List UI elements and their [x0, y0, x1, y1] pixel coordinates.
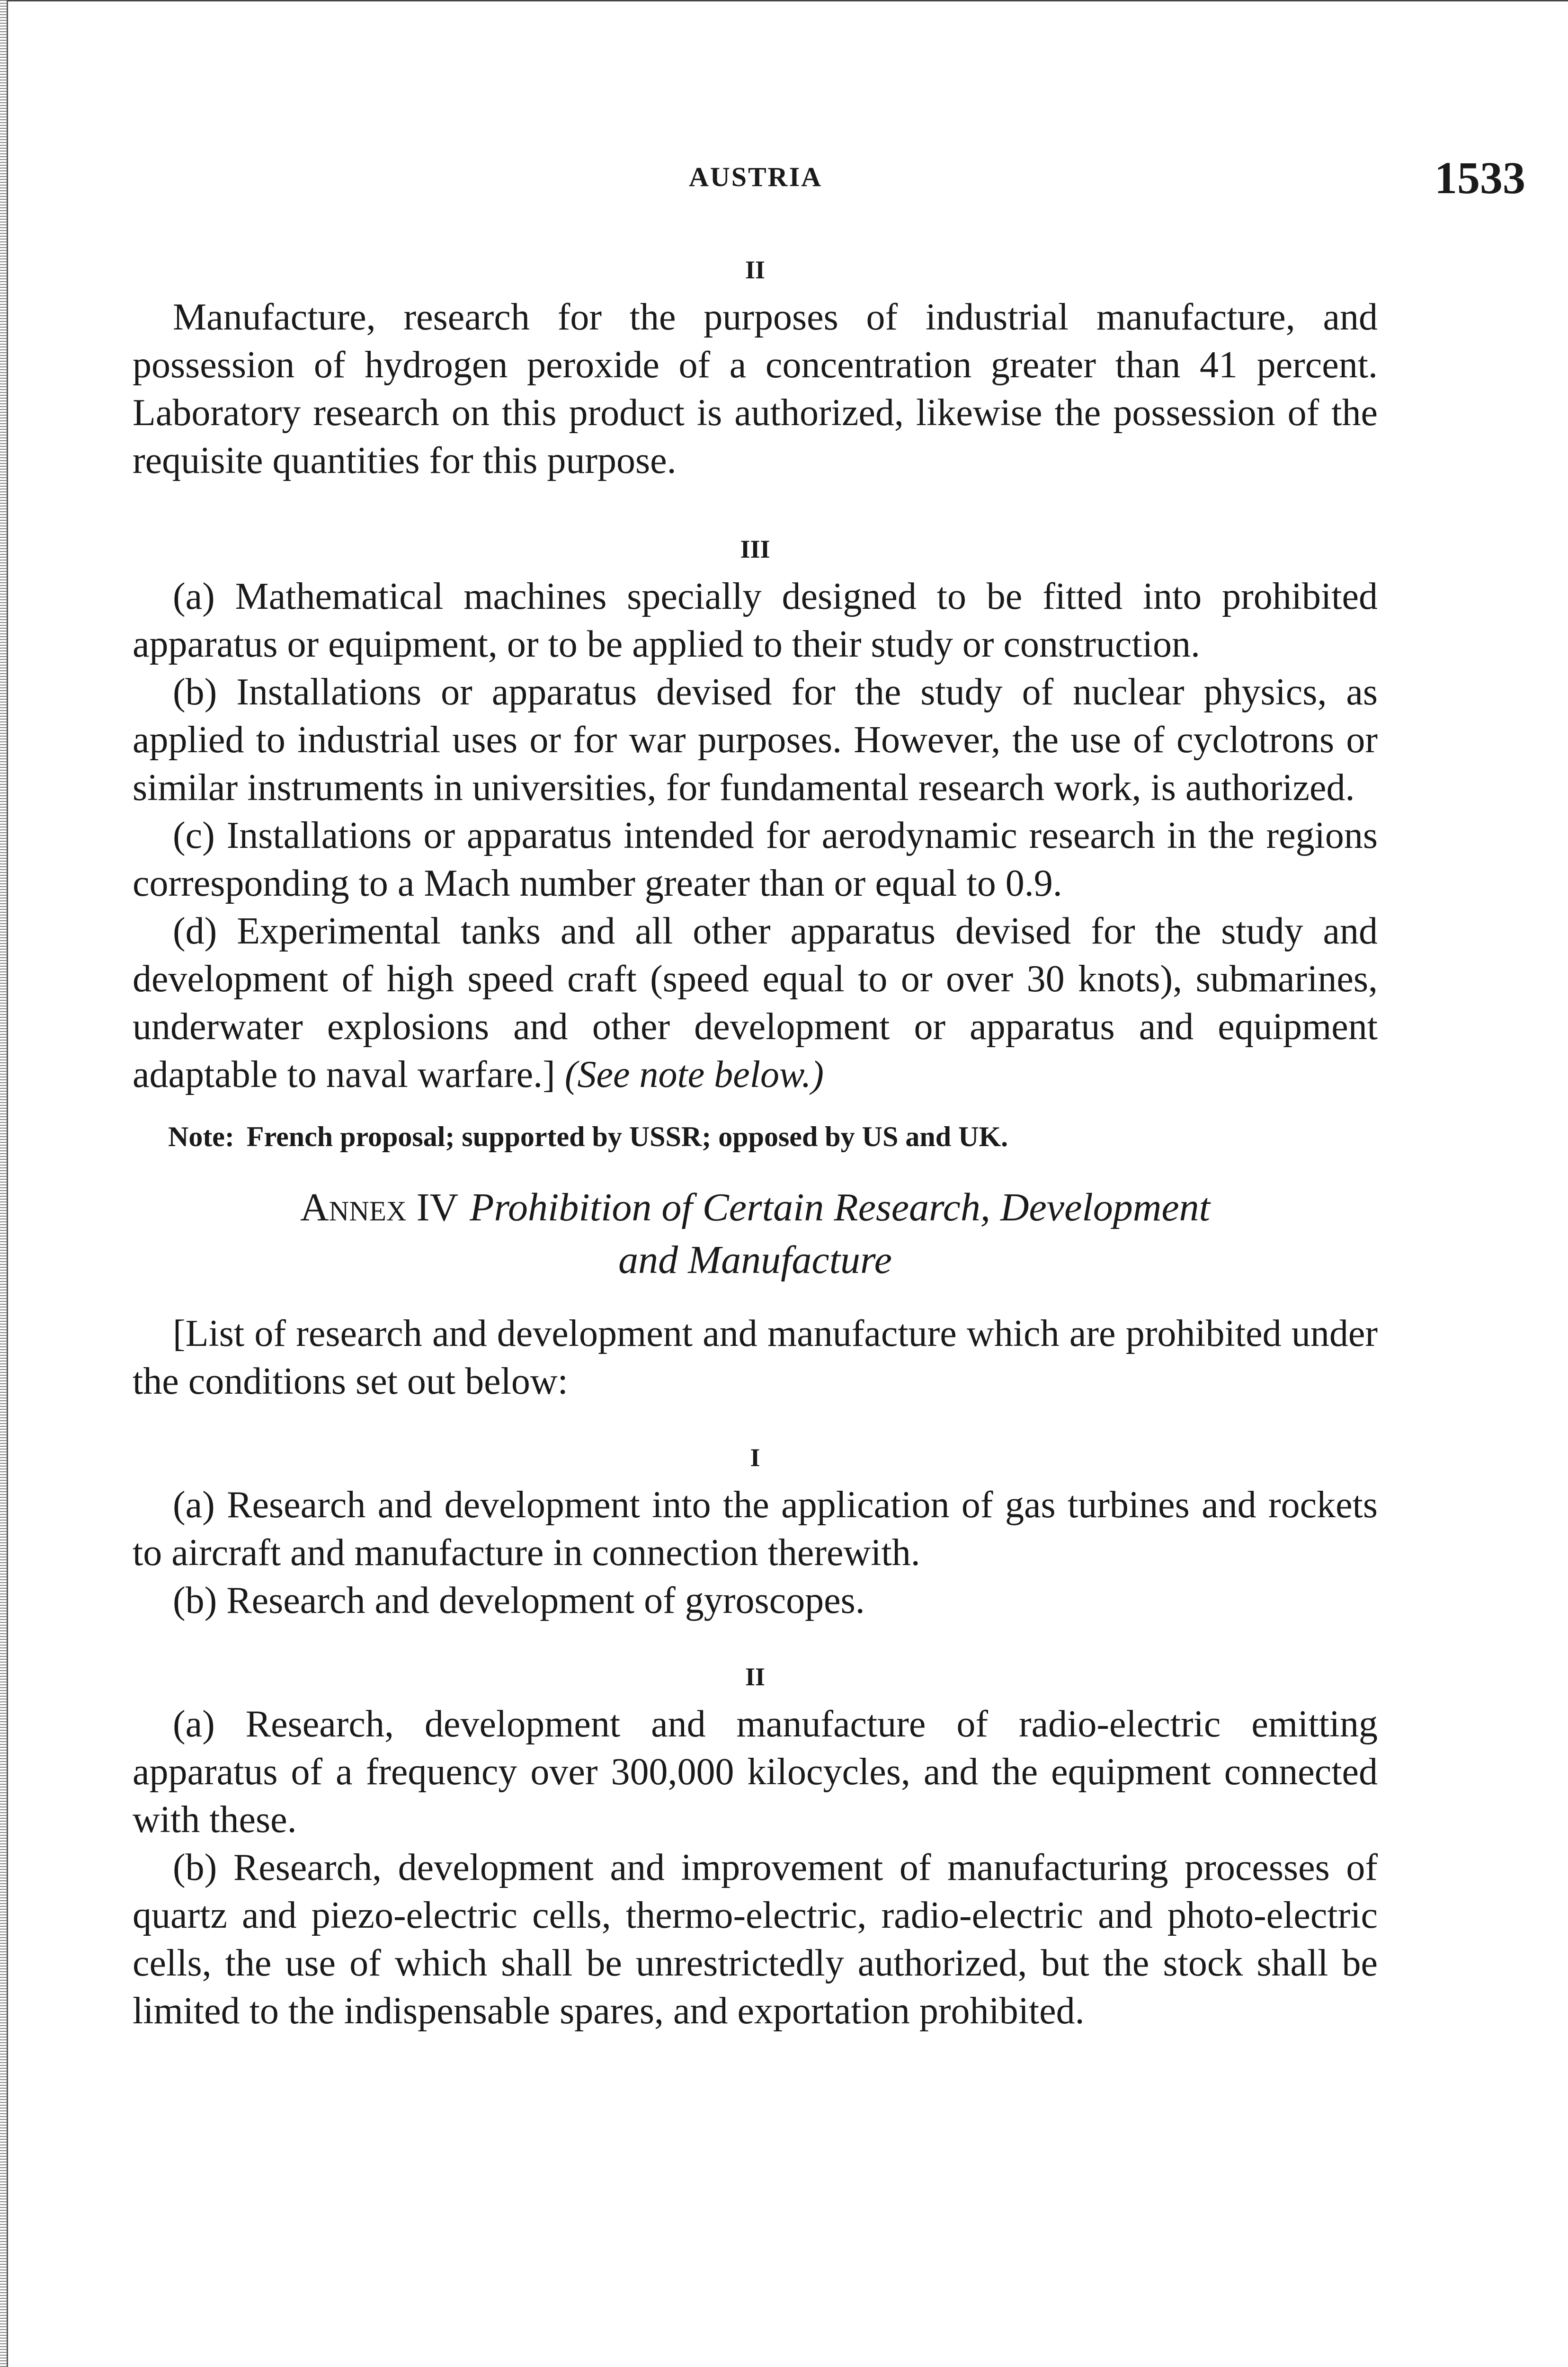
section-ii-paragraph: Manufacture, research for the purposes of industrial manufacture, and possession of hydrogen peroxide of a concentration greater than 41 percent. Laboratory research on this product is authorized, likewise the possession of the requisite quantities for this purpose.	[133, 296, 1378, 481]
annex-title-line1: Prohibition of Certain Research, Development	[470, 1185, 1210, 1229]
annex-intro: [List of research and development and manufacture which are prohibited under the conditions set out below:	[133, 1313, 1378, 1402]
note-label: Note:	[168, 1121, 234, 1152]
page-body	[133, 246, 1378, 2035]
section-iii-item-b: (b) Installations or apparatus devised for the study of nuclear physics, as applied to industrial uses or for war purposes. However, the use of cyclotrons or similar instruments in universities, for fundamental research work, is authorized.	[133, 671, 1378, 809]
note	[168, 1118, 1378, 1156]
annex-i-item-b: (b) Research and development of gyroscopes.	[173, 1580, 865, 1621]
section-heading-iii: III	[740, 535, 770, 563]
annex-label: Annex IV	[300, 1185, 459, 1229]
section-heading-ii: II	[745, 256, 766, 284]
annex-ii-item-a: (a) Research, development and manufacture of radio-electric emitting apparatus of a frequency over 300,000 kilocycles, and the equipment connected with these.	[133, 1703, 1378, 1841]
item-d-text: (d) Experimental tanks and all other apparatus devised for the study and development of high speed craft (speed equal to or over 30 knots), submarines, underwater explosions and other development or apparatus and equipment adaptable to naval warfare.]	[133, 910, 1378, 1095]
running-head: AUSTRIA	[688, 161, 823, 192]
annex-heading	[133, 1182, 1378, 1286]
annex-section-heading-ii: II	[745, 1663, 766, 1691]
section-iii-item-a: (a) Mathematical machines specially designed to be fitted into prohibited apparatus or equipment, or to be applied to their study or construction.	[133, 576, 1378, 665]
annex-title-line2: and Manufacture	[618, 1238, 892, 1282]
annex-section-heading-i: I	[750, 1443, 760, 1472]
page-header	[133, 151, 1525, 204]
section-iii-item-d	[133, 908, 1378, 1099]
annex-ii-item-b: (b) Research, development and improvement of manufacturing processes of quartz and piezo-electric cells, thermo-electric, radio-electric and photo-electric cells, the use of which shall be unrestrictedly authorized, but the stock shall be limited to the indispensable spares, and exportation prohibited.	[133, 1847, 1378, 2032]
annex-i-item-a: (a) Research and development into the application of gas turbines and rockets to aircraft and manufacture in connection therewith.	[133, 1484, 1378, 1574]
page-top-edge	[0, 0, 1568, 1]
see-note-reference: (See note below.)	[564, 1054, 824, 1095]
section-iii-item-c: (c) Installations or apparatus intended for aerodynamic research in the regions corresponding to a Mach number greater than or equal to 0.9.	[133, 815, 1378, 904]
page-number: 1533	[1434, 152, 1525, 203]
note-text: French proposal; supported by USSR; opposed by US and UK.	[246, 1121, 1008, 1152]
page-binding-edge	[0, 0, 8, 2367]
